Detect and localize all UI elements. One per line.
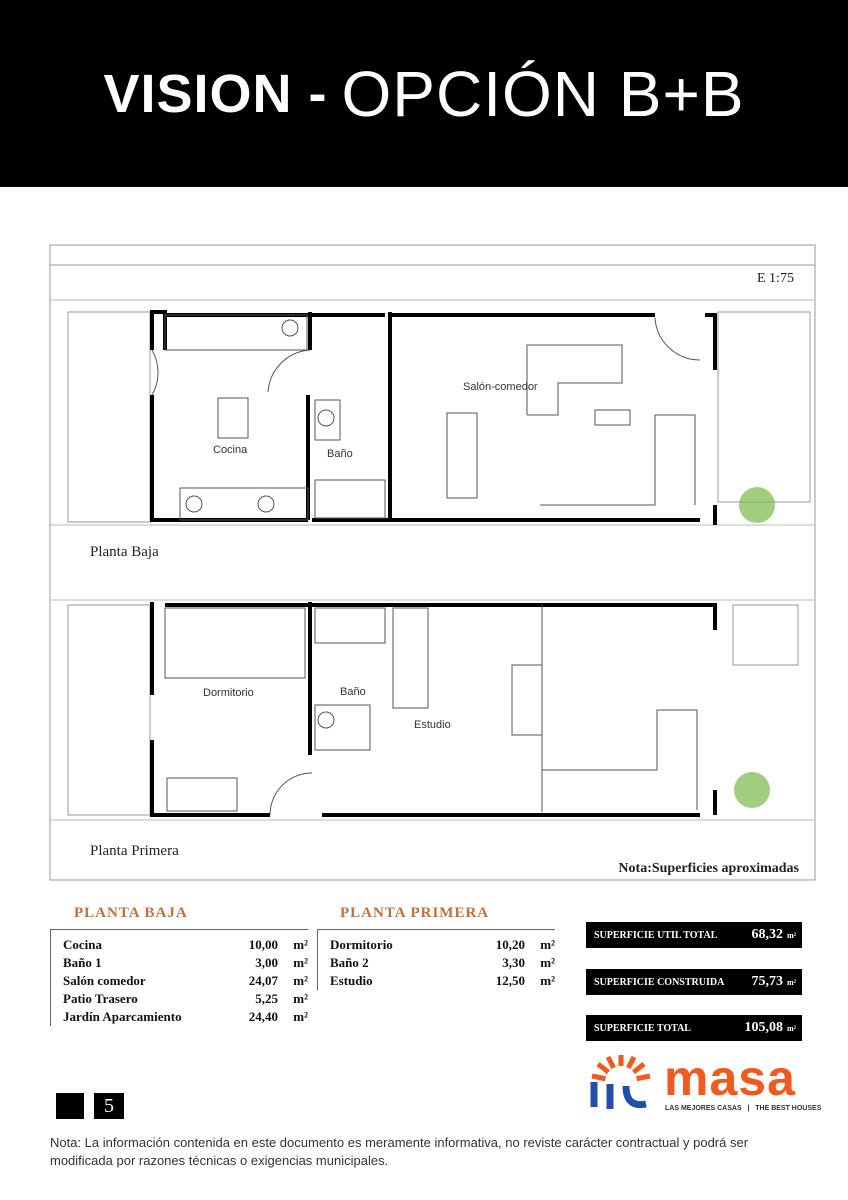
room-name: Cocina [63, 937, 102, 952]
total-useful-surface [586, 922, 802, 948]
footer-note: Nota: La información contenida en este documento es meramente informativa, no reviste carácter contractual y podrá ser modificada por razones técnicas o exigencias municipales. [50, 1135, 749, 1168]
unit: m² [293, 973, 308, 988]
page-marker [56, 1093, 84, 1119]
room-label-dormitorio: Dormitorio [203, 687, 254, 699]
table-row [330, 936, 555, 954]
scale-label: E 1:75 [757, 271, 794, 286]
brand-slogan: LAS MEJORES CASAS | THE BEST HOUSES [665, 1105, 822, 1112]
room-label-bano2: Baño [340, 686, 366, 698]
table-row [63, 972, 308, 990]
total-surface [586, 1015, 802, 1041]
masa-logo-icon [586, 1052, 656, 1114]
room-name: Salón comedor [63, 973, 146, 988]
room-name: Dormitorio [330, 937, 393, 952]
room-label-cocina: Cocina [213, 444, 248, 456]
unit: m² [540, 937, 555, 952]
first-area-table [317, 929, 555, 990]
room-area: 24,07 [248, 973, 278, 988]
brand-name: masa [664, 1050, 796, 1106]
room-area: 3,00 [255, 955, 278, 970]
room-name: Jardín Aparcamiento [63, 1009, 182, 1024]
table-row [63, 990, 308, 1008]
unit: m² [293, 991, 308, 1006]
ground-table-title: PLANTA BAJA [74, 905, 188, 921]
table-row [63, 1008, 308, 1026]
title-bold: VISION - [103, 63, 328, 124]
room-label-bano: Baño [327, 448, 353, 460]
total-value: 105,08 [744, 1020, 783, 1035]
table-row [330, 954, 555, 972]
room-label-salon: Salón-comedor [463, 381, 538, 393]
room-name: Patio Trasero [63, 991, 138, 1006]
first-floor-label: Planta Primera [90, 843, 179, 859]
total-label: SUPERFICIE TOTAL [594, 1022, 691, 1034]
ground-area-table [50, 929, 308, 1026]
unit: m² [540, 955, 555, 970]
table-row [63, 954, 308, 972]
first-table-title: PLANTA PRIMERA [340, 905, 490, 921]
unit: m² [540, 973, 555, 988]
table-row [330, 972, 555, 990]
room-area: 10,00 [248, 937, 278, 952]
unit: m² [786, 930, 796, 940]
total-value: 75,73 [751, 974, 783, 989]
page-number: 5 [94, 1093, 124, 1119]
room-area: 12,50 [495, 973, 525, 988]
room-name: Baño 1 [63, 955, 102, 970]
room-name: Baño 2 [330, 955, 369, 970]
total-label: SUPERFICIE CONSTRUIDA [594, 976, 725, 988]
unit: m² [293, 1009, 308, 1024]
ground-floor-label: Planta Baja [90, 544, 159, 560]
room-area: 10,20 [495, 937, 525, 952]
unit: m² [786, 977, 796, 987]
total-built-surface [586, 969, 802, 995]
unit: m² [293, 955, 308, 970]
unit: m² [293, 937, 308, 952]
room-area: 3,30 [502, 955, 525, 970]
title-light: OPCIÓN B+B [341, 57, 745, 130]
total-value: 68,32 [751, 927, 783, 942]
room-area: 5,25 [255, 991, 278, 1006]
unit: m² [786, 1023, 796, 1033]
room-name: Estudio [330, 973, 373, 988]
total-label: SUPERFICIE UTIL TOTAL [594, 929, 718, 941]
table-row [63, 936, 308, 954]
surface-note: Nota:Superficies aproximadas [618, 861, 799, 876]
room-area: 24,40 [248, 1009, 278, 1024]
room-label-estudio: Estudio [414, 719, 451, 731]
